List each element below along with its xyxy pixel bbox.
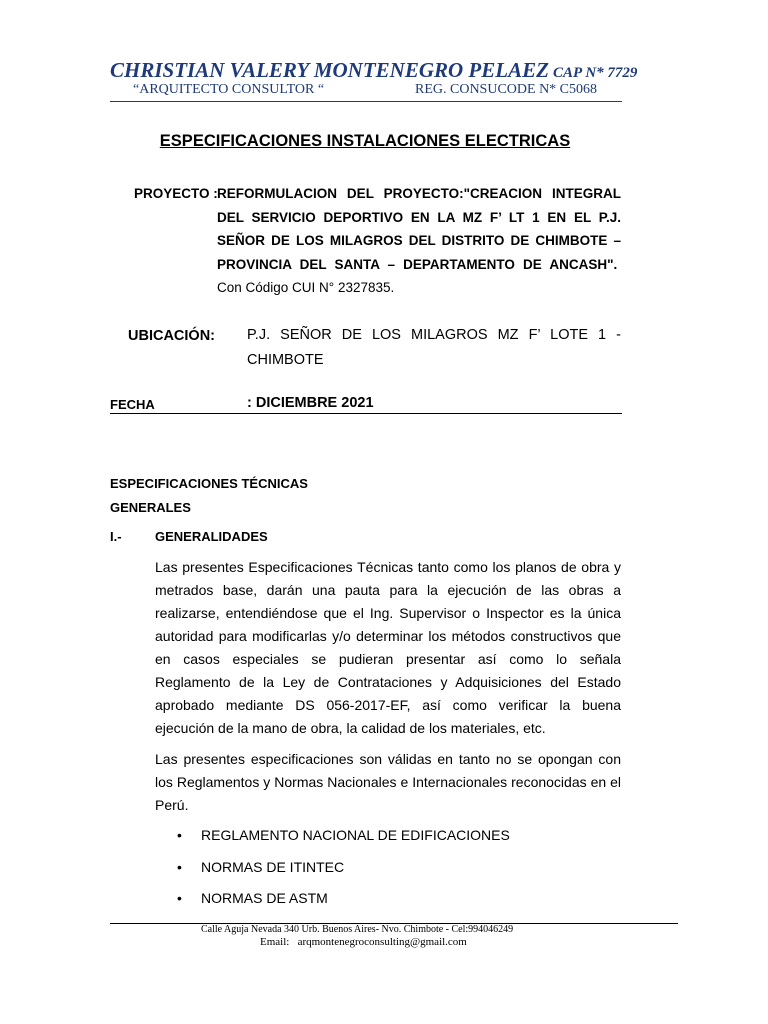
paragraph-validity: Las presentes especificaciones son válidas en tanto no se opongan con los Reglamentos y Normas Nacionales e Internacionales reconocidas en el Perú. xyxy=(155,751,621,813)
location-text: P.J. SEÑOR DE LOS MILAGROS MZ F’ LOTE 1 - CHIMBOTE xyxy=(247,327,621,368)
section-subheading: GENERALIDADES xyxy=(155,529,268,544)
date-label: FECHA xyxy=(110,397,155,412)
bullet-icon: • xyxy=(177,827,182,843)
letterhead-name xyxy=(110,58,637,83)
list-item xyxy=(155,859,344,875)
architect-role: “ARQUITECTO CONSULTOR “ xyxy=(133,82,325,97)
project-description xyxy=(217,182,621,300)
list-item-text: NORMAS DE ASTM xyxy=(201,890,328,906)
footer-email-address: arqmontenegroconsulting@gmail.com xyxy=(297,936,467,948)
footer-address: Calle Aguja Nevada 340 Urb. Buenos Aires- Nvo. Chimbote - Cel:994046249 xyxy=(201,924,514,935)
list-item-text: NORMAS DE ITINTEC xyxy=(201,859,345,875)
header-divider xyxy=(110,101,622,102)
list-item-text: REGLAMENTO NACIONAL DE EDIFICACIONES xyxy=(201,827,510,843)
document-title: ESPECIFICACIONES INSTALACIONES ELECTRICAS xyxy=(159,132,571,150)
section-heading-technical: ESPECIFICACIONES TÉCNICAS xyxy=(110,476,308,491)
footer-email-label: Email: xyxy=(260,936,290,948)
location-label: UBICACIÓN: xyxy=(128,328,215,344)
section-heading-general: GENERALES xyxy=(110,500,191,515)
date-value: : DICIEMBRE 2021 xyxy=(247,395,374,411)
project-text: REFORMULACION DEL PROYECTO:"CREACION INTEGRAL DEL SERVICIO DEPORTIVO EN LA MZ F’ LT 1 EN EL P.J. SEÑOR DE LOS MILAGROS DEL DISTRITO DE CHIMBOTE – PROVINCIA DEL SANTA – DEPARTAMENTO DE ANCASH". xyxy=(217,186,621,272)
bullet-icon: • xyxy=(177,859,182,875)
list-item xyxy=(155,890,328,906)
section-number: I.- xyxy=(110,529,122,544)
list-item xyxy=(155,827,510,843)
footer-email xyxy=(260,936,467,948)
consucode-registry: REG. CONSUCODE N* C5068 xyxy=(415,82,598,97)
cap-number: CAP N* 7729 xyxy=(552,65,638,81)
architect-name: CHRISTIAN VALERY MONTENEGRO PELAEZ xyxy=(110,58,549,82)
paragraph-generalities: Las presentes Especificaciones Técnicas tanto como los planos de obra y metrados base, darán una pauta para la ejecución de las obras a realizarse, entendiéndose que el Ing. Supervisor o Inspector es la única autoridad para modificarlas y/o determinar los métodos constructivos que en casos especiales se pudieran presentar así como lo señala Reglamento de la Ley de Contrataciones y Adquisiciones del Estado aprobado mediante DS 056-2017-EF, así como verificar la buena ejecución de la mano de obra, la calidad de los materiales, etc. xyxy=(155,559,621,736)
project-label: PROYECTO : xyxy=(134,186,218,201)
date-divider xyxy=(110,413,622,414)
bullet-icon: • xyxy=(177,890,182,906)
project-code: Con Código CUI N° 2327835. xyxy=(217,280,395,295)
